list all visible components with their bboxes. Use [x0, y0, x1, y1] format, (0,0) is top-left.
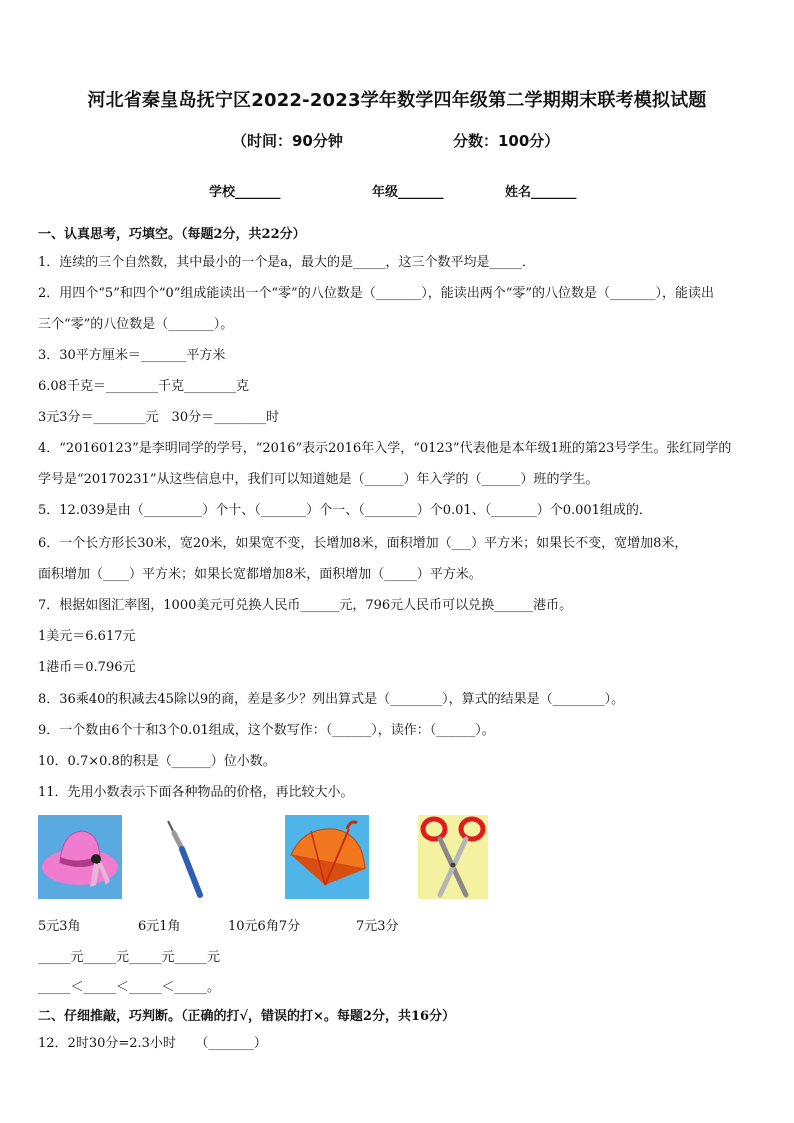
question-line: 6．一个长方形长30米，宽20米，如果宽不变，长增加8米，面积增加（___）平方米；如果长不变，宽增加8米，: [38, 536, 688, 551]
price-umbrella: 10元6角7分: [228, 919, 301, 934]
question-line: 8．36乘40的积减去45除以9的商，差是多少？列出算式是（________），算式的结果是（________）。: [38, 692, 625, 707]
question-line: 4．“20160123”是李明同学的学号，“2016”表示2016年入学，“0123”代表他是本年级1班的第23号学生。张红同学的: [38, 441, 732, 456]
school-field: 学校_______: [209, 185, 281, 200]
pen-image: [160, 815, 244, 899]
grade-field: 年级_______: [372, 185, 444, 200]
question-line: 三个“零”的八位数是（_______）。: [38, 317, 234, 332]
exam-time: （时间：90分钟: [232, 132, 343, 150]
page-title: 河北省秦皇岛抚宁区2022-2023学年数学四年级第二学期期末联考模拟试题: [87, 90, 707, 111]
section-1-heading: 一、认真思考，巧填空。（每题2分，共22分）: [38, 227, 306, 242]
question-line: 2．用四个“5”和四个“0”组成能读出一个“零”的八位数是（_______），能读出两个“零”的八位数是（_______），能读出: [38, 286, 714, 301]
exam-score: 分数：100分）: [453, 132, 560, 150]
question-line: 面积增加（____）平方米；如果长宽都增加8米，面积增加（_____）平方米。: [38, 567, 482, 582]
answer-blanks: _____元_____元_____元_____元: [38, 950, 221, 965]
question-line: 3元3分＝________元 30分＝________时: [38, 410, 280, 425]
compare-blanks: _____＜_____＜_____＜_____。: [38, 980, 221, 995]
question-line: 10．0.7×0.8的积是（______）位小数。: [38, 754, 276, 769]
price-pen: 6元1角: [138, 919, 181, 934]
price-hat: 5元3角: [38, 919, 81, 934]
question-line: 1．连续的三个自然数，其中最小的一个是a，最大的是_____，这三个数平均是_____．: [38, 255, 536, 270]
scissors-image: [418, 815, 502, 899]
question-line: 11．先用小数表示下面各种物品的价格，再比较大小。: [38, 785, 354, 800]
question-line: 学号是“20170231”从这些信息中，我们可以知道她是（______）年入学的（______）班的学生。: [38, 472, 599, 487]
question-line: 7．根据如图汇率图，1000美元可兑换人民币______元，796元人民币可以兑换______港币。: [38, 598, 573, 613]
name-field: 姓名_______: [505, 185, 577, 200]
hat-image: [38, 815, 122, 899]
question-line: 12．2时30分=2.3小时 （_______）: [38, 1036, 267, 1051]
section-2-heading: 二、仔细推敲，巧判断。（正确的打√，错误的打×。每题2分，共16分）: [38, 1009, 456, 1024]
exchange-rate-usd: 1美元＝6.617元: [38, 629, 136, 644]
price-scissors: 7元3分: [356, 919, 399, 934]
umbrella-image: [285, 815, 369, 899]
question-line: 6.08千克＝________千克________克: [38, 379, 249, 394]
exchange-rate-hkd: 1港币＝0.796元: [38, 660, 136, 675]
question-line: 9．一个数由6个十和3个0.01组成，这个数写作：（______），读作：（______）。: [38, 723, 495, 738]
question-line: 5．12.039是由（_________）个十、（_______）个一、（________）个0.01、（_______）个0.001组成的．: [38, 503, 652, 518]
question-line: 3．30平方厘米＝_______平方米: [38, 348, 226, 363]
